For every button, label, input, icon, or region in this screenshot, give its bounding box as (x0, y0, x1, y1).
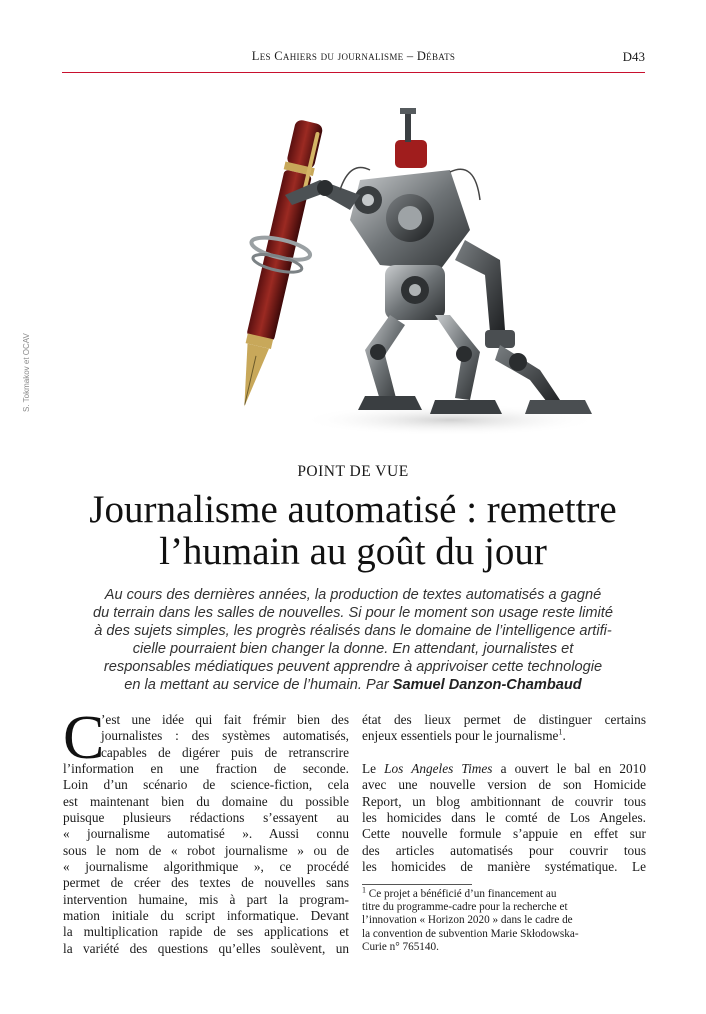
footnote-line: la convention de subvention Marie Skłodowska- (362, 927, 579, 940)
body-line: Cette nouvelle formule s’appuie en effet sur (362, 826, 646, 842)
lede-line: cielle pourraient bien changer la donne. En attendant, journalistes et (132, 641, 574, 658)
footnote-rule (362, 884, 472, 885)
body-line: Report, un blog ambitionnant de couvrir tous (362, 793, 646, 809)
body-line: intervention humaine, mis à part la program- (63, 891, 349, 907)
lede-line: responsables médiatiques peuvent apprendre à apprivoiser cette technologie (103, 659, 603, 676)
body-line (362, 761, 646, 777)
robot-icon (285, 108, 592, 414)
footnote (362, 885, 646, 954)
drop-cap: C (63, 704, 105, 772)
body-line: est maintenant bien du domaine du possible (63, 793, 349, 809)
footnote-number: 1 (362, 885, 366, 895)
fountain-pen-icon (215, 115, 339, 413)
image-credit: S. Tokmakov et OCAV (22, 333, 31, 412)
body-line: l’information en une fraction de seconde. (63, 761, 349, 777)
paragraph-spacer (362, 745, 646, 761)
footnote-line (362, 885, 646, 901)
body-line (362, 728, 646, 744)
body-line: puisque plusieurs rédactions s’essayent au (63, 810, 349, 826)
footnote-line: l’innovation « Horizon 2020 » dans le cadre de (362, 914, 573, 927)
sentence-end: . (562, 728, 566, 744)
footnote-line: titre du programme-cadre pour la recherche et (362, 901, 568, 914)
body-line: « journalisme automatisé ». Aussi connu (63, 826, 349, 842)
footnote-ref: 1 (558, 727, 563, 737)
publication-name: Los Angeles Times (384, 761, 493, 777)
author-name: Samuel Danzon-Chambaud (392, 677, 582, 694)
body-line-text: a ouvert le bal en 2010 (492, 761, 646, 777)
footnote-line: Curie n° 765140. (362, 940, 439, 953)
body-line: sous le nom de « robot journalisme » ou de (63, 842, 349, 858)
robot-illustration (200, 100, 610, 440)
body-line: les homicides de manière systématique. Le (362, 859, 646, 875)
title-line: l’humain au goût du jour (159, 530, 547, 573)
body-line: la variété des questions qu’elles soulèvent, un (63, 940, 349, 956)
body-line: avec une nouvelle version de son Homicide (362, 777, 646, 793)
lede-line: Au cours des dernières années, la production de textes automatisés a gagné (104, 587, 602, 603)
lede-line: à des sujets simples, les progrès réalisés dans le domaine de l’intelligence artifi- (94, 623, 612, 640)
journal-title: Les Cahiers du journalisme – Débats (251, 49, 456, 63)
body-line: état des lieux permet de distinguer certains (362, 712, 646, 727)
article-kicker: POINT DE VUE (297, 463, 409, 480)
lede-last-text: en la mettant au service de l’humain. Par (124, 677, 389, 694)
body-line: ’est une idée qui fait frémir bien des (101, 712, 349, 727)
body-line: les homicides dans le comté de Los Angeles. (362, 810, 646, 826)
body-line: permet de créer des textes de nouvelles sans (63, 875, 349, 891)
body-line: la multiplication rapide de ses applications et (63, 924, 349, 940)
running-header (62, 44, 645, 73)
body-line: « journalisme algorithmique », ce procédé (63, 859, 349, 875)
body-line: capables de digérer puis de retranscrire (101, 744, 349, 760)
lede-line: du terrain dans les salles de nouvelles. Si pour le moment son usage reste limité (93, 605, 613, 622)
body-line: journalistes : des systèmes automatisés, (101, 728, 349, 744)
body-line: mation initiale du script informatique. Devant (63, 908, 349, 924)
body-column-left (63, 712, 349, 957)
article-lede (58, 586, 648, 695)
body-line: Loin d’un scénario de science-fiction, cela (63, 777, 349, 793)
page-number: D43 (622, 49, 645, 64)
body-column-right (362, 712, 646, 875)
body-line-text: Le (362, 761, 385, 777)
article-title (30, 489, 676, 573)
lede-line (58, 676, 648, 694)
title-line: Journalisme automatisé : remettre (89, 488, 617, 531)
body-line-text: enjeux essentiels pour le journalisme (362, 728, 559, 744)
body-line: des articles automatisés pour couvrir tous (362, 842, 646, 858)
footnote-text: Ce projet a bénéficié d’un financement au (366, 888, 557, 900)
